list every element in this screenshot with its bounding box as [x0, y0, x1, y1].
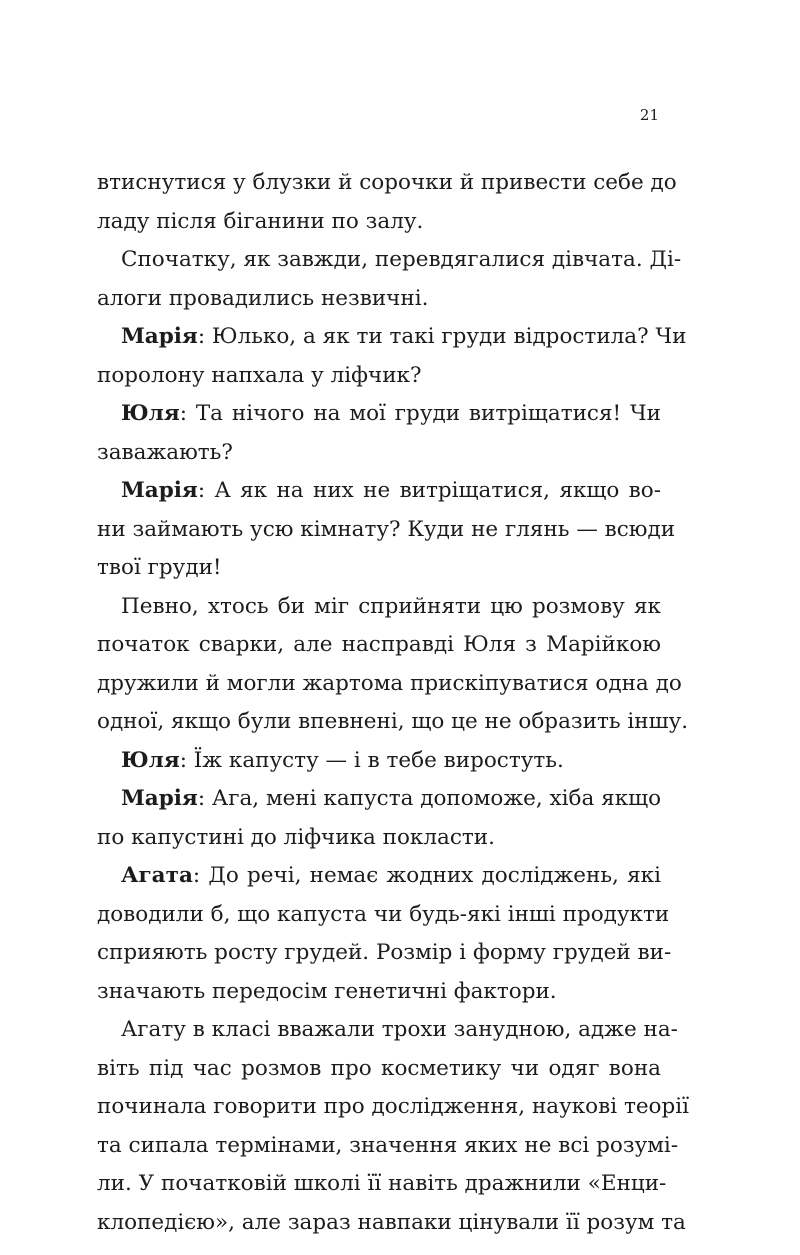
- line-text: : А як на них не витріщатися, якщо во-: [197, 478, 661, 503]
- line-text: початок сварки, але насправді Юля з Марійкою: [97, 632, 661, 657]
- speaker-name: Марія: [121, 478, 198, 503]
- line-text: поролону напхала у ліфчик?: [97, 362, 422, 388]
- text-line: [97, 549, 661, 588]
- line-text: втиснутися у блузки й сорочки й привести себе до: [97, 170, 677, 195]
- page-number: 21: [639, 106, 659, 124]
- line-text: по капустині до ліфчика покласти.: [97, 824, 495, 850]
- line-text: твої груди!: [97, 555, 222, 580]
- body-text: [97, 164, 690, 1242]
- text-line: [97, 1050, 661, 1089]
- text-line: [97, 588, 661, 627]
- text-line: [97, 934, 672, 973]
- dialogue-line: [97, 857, 661, 896]
- line-text: : Ага, мені капуста допоможе, хіба якщо: [197, 786, 662, 811]
- line-text: та сипала термінами, значення яких не всі розумі-: [97, 1132, 679, 1158]
- line-text: алоги провадились незвичні.: [97, 285, 429, 311]
- text-line: [97, 241, 682, 280]
- line-text: заважають?: [97, 439, 233, 465]
- text-line: [97, 1165, 667, 1204]
- line-text: значають передосім генетичні фактори.: [97, 978, 557, 1004]
- dialogue-line: [97, 780, 661, 819]
- text-line: [97, 626, 661, 665]
- line-text: доводили б, що капуста чи будь-які інші продукти: [97, 901, 670, 927]
- text-line: [97, 280, 661, 319]
- speaker-name: Марія: [121, 786, 198, 811]
- line-text: одної, якщо були впевнені, що це не образить іншу.: [97, 709, 689, 734]
- text-line: [97, 1011, 678, 1050]
- dialogue-line: [97, 742, 661, 781]
- speaker-name: Юля: [121, 401, 180, 426]
- text-line: [97, 819, 661, 858]
- line-text: : Їж капусту — і в тебе виростуть.: [179, 747, 564, 773]
- speaker-name: Юля: [121, 747, 180, 773]
- line-text: : Юлько, а як ти такі груди відростила? Чи: [197, 324, 687, 349]
- dialogue-line: [97, 318, 687, 357]
- speaker-name: Марія: [121, 324, 198, 349]
- text-line: [97, 1204, 686, 1243]
- dialogue-line: [97, 395, 661, 434]
- speaker-name: Агата: [121, 863, 193, 888]
- text-line: [97, 1088, 690, 1127]
- line-text: : Та нічого на мої груди витріщатися! Чи: [179, 401, 661, 426]
- text-line: [97, 357, 661, 396]
- text-line: [97, 434, 661, 473]
- line-text: Певно, хтось би міг сприйняти цю розмову як: [121, 593, 661, 619]
- text-line: [97, 703, 689, 742]
- text-line: [97, 511, 676, 550]
- text-line: [97, 203, 661, 242]
- line-text: ни займають усю кімнату? Куди не глянь — всюди: [97, 516, 676, 542]
- text-line: [97, 1127, 679, 1166]
- text-line: [97, 665, 682, 704]
- line-text: ладу після біганини по залу.: [97, 208, 424, 234]
- line-text: Агату в класі вважали трохи занудною, адже на-: [121, 1017, 678, 1042]
- line-text: ли. У початковій школі її навіть дражнили «Енци-: [97, 1171, 667, 1196]
- line-text: віть під час розмов про косметику чи одяг вона: [97, 1055, 661, 1081]
- line-text: дружили й могли жартома прискіпуватися одна до: [97, 670, 682, 696]
- text-line: [97, 896, 670, 935]
- line-text: : До речі, немає жодних досліджень, які: [192, 863, 661, 888]
- line-text: сприяють росту грудей. Розмір і форму грудей ви-: [97, 940, 672, 965]
- dialogue-line: [97, 472, 661, 511]
- line-text: клопедією», але зараз навпаки цінували її розум та: [97, 1209, 686, 1235]
- line-text: починала говорити про дослідження, наукові теорії: [97, 1094, 690, 1119]
- text-line: [97, 164, 677, 203]
- text-line: [97, 973, 661, 1012]
- line-text: Спочатку, як завжди, перевдягалися дівчата. Ді-: [121, 247, 682, 272]
